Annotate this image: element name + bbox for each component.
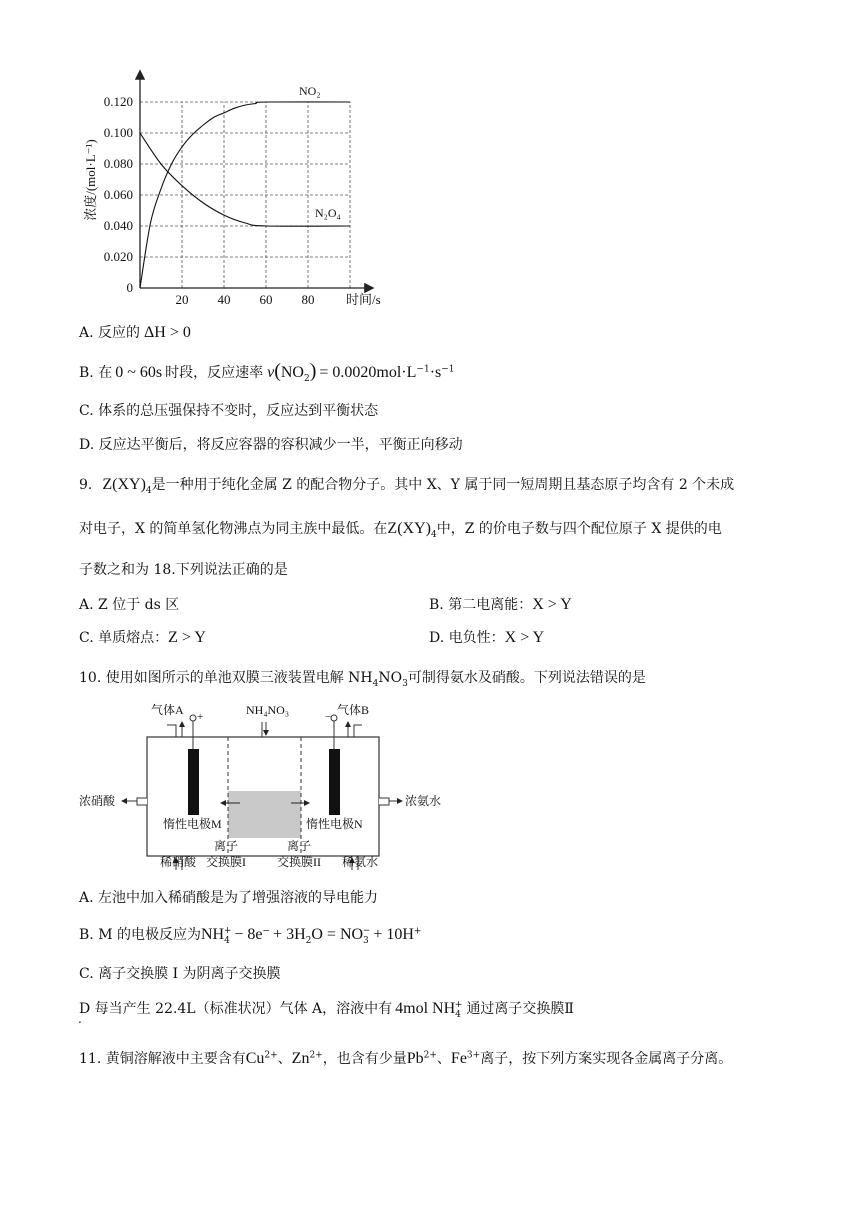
ion-fe: Fe	[450, 1050, 467, 1067]
formula-part: 4mol NH	[395, 1000, 456, 1017]
label-electrode-m: 惰性电极M	[163, 817, 222, 831]
superscript: −	[262, 926, 271, 937]
q8-option-b	[79, 360, 455, 384]
x-tick-label: 80	[301, 292, 315, 307]
option-d-text: D 每当产生 22.4L（标准状况）气体 A，溶液中有	[79, 1001, 393, 1017]
label-dilute-nh3: 稀氨水	[342, 855, 379, 869]
x-tick-label: 60	[259, 292, 273, 307]
q9-formula: Z(XY)	[387, 520, 431, 537]
label-membrane-1a: 离子	[214, 839, 239, 853]
subscript: 2	[303, 373, 310, 384]
chart-grid	[140, 102, 350, 288]
q11-text3: 离子，按下列方案实现各金属离子分离。	[480, 1051, 733, 1067]
ion-zn: Zn	[291, 1050, 310, 1067]
superscript: +	[223, 926, 232, 937]
option-b-text: B. 第二电离能：	[429, 597, 533, 613]
option-a-text: A. 反应的	[79, 325, 141, 341]
formula-part: − 8e	[234, 926, 263, 943]
concentration-time-chart	[0, 0, 400, 310]
rate-value: = 0.0020mol·L	[319, 364, 417, 381]
separator: 、	[436, 1051, 451, 1067]
subscript: 3	[402, 678, 408, 689]
option-b-text2: 时段，反应速率	[165, 365, 264, 381]
subscript: 4	[145, 485, 152, 496]
y-axis-label: 浓度/(mol·L⁻¹)	[83, 139, 98, 221]
q10-option-b	[79, 924, 421, 946]
superscript: −	[362, 926, 371, 937]
label-conc-hno3: 浓硝酸	[79, 794, 116, 808]
q9-line1-text: 是一种用于纯化金属 Z 的配合物分子。其中 X、Y 属于同一短周期且基态原子均含有 2 个未成	[151, 477, 735, 493]
option-d-text2: 通过离子交换膜Ⅱ	[466, 1001, 574, 1017]
ion-cu: Cu	[245, 1050, 265, 1067]
q10-option-a: A. 左池中加入稀硝酸是为了增强溶液的导电能力	[79, 890, 379, 906]
label-membrane-2b: 交换膜II	[277, 855, 321, 869]
label-plus: +	[197, 711, 204, 723]
q8-option-d: D. 反应达平衡后，将反应容器的容积减少一半，平衡正向移动	[79, 437, 463, 453]
superscript: −1	[416, 364, 430, 375]
superscript: +	[413, 926, 422, 937]
q8-option-a	[79, 322, 191, 342]
option-b-text: B. 在	[79, 365, 113, 381]
superscript: 2+	[309, 1050, 323, 1061]
formula-part: NH	[200, 926, 225, 943]
rate-symbol: v	[267, 364, 275, 381]
q9-option-a: A. Z 位于 ds 区	[79, 597, 180, 613]
subscript: 4	[372, 678, 379, 689]
no2-formula: NO	[280, 364, 304, 381]
formula-part: O = NO	[311, 926, 364, 943]
q9-option-d	[429, 627, 544, 647]
subscript: 3	[363, 935, 369, 946]
q10-stem-text2: 可制得氨水及硝酸。下列说法错误的是	[407, 670, 646, 686]
q10-option-d	[79, 998, 574, 1020]
rate-unit: ·s	[429, 364, 442, 381]
q9-line2-text: 对电子，X 的简单氢化物沸点为同主族中最低。在	[79, 521, 388, 537]
electrode-n	[329, 749, 340, 815]
x-axis-label: 时间/s	[346, 292, 381, 307]
stray-dot: .	[78, 1012, 82, 1026]
terminal-positive	[190, 715, 196, 721]
q11-stem	[79, 1048, 732, 1068]
subscript: 4	[430, 529, 437, 540]
q10-option-c: C. 离子交换膜 I 为阴离子交换膜	[79, 966, 281, 982]
q10-stem-formula: NO	[378, 670, 403, 686]
series-label-n2o4: N₂O₄	[315, 206, 341, 220]
q9-formula: Z(XY)	[102, 476, 146, 493]
option-b-range: 0 ~ 60s	[115, 364, 163, 381]
q8-option-c: C. 体系的总压强保持不变时，反应达到平衡状态	[79, 403, 379, 419]
x-tick-label: 20	[175, 292, 189, 307]
q11-text: 11. 黄铜溶解液中主要含有	[79, 1051, 246, 1067]
superscript: 2+	[264, 1050, 278, 1061]
paren-close: )	[309, 360, 317, 382]
label-nh4no3: NH₄NO₃	[246, 703, 290, 717]
label-membrane-1b: 交换膜I	[206, 855, 246, 869]
superscript: +	[454, 1000, 463, 1011]
subscript: 4	[224, 935, 230, 946]
label-membrane-2a: 离子	[287, 839, 312, 853]
subscript: 2	[305, 935, 312, 946]
y-tick-label: 0.040	[103, 218, 133, 233]
q9-stem-line1	[79, 474, 734, 496]
y-tick-label: 0.100	[103, 125, 133, 140]
question-number: 9.	[79, 477, 93, 493]
q10-stem	[79, 667, 646, 689]
option-b-formula: X > Y	[532, 596, 572, 613]
label-electrode-n: 惰性电极N	[306, 817, 363, 831]
label-gas-b: 气体B	[337, 703, 370, 717]
superscript: 2+	[423, 1050, 437, 1061]
x-tick-label: 40	[217, 292, 231, 307]
middle-solution	[228, 791, 301, 838]
electrolysis-cell-diagram	[0, 690, 860, 880]
q9-option-b	[429, 594, 572, 614]
y-tick-label: 0	[126, 280, 133, 295]
label-conc-nh3: 浓氨水	[405, 794, 442, 808]
formula-part: + 10H	[373, 926, 414, 943]
paren-open: (	[274, 360, 281, 382]
label-minus: −	[325, 711, 332, 723]
y-tick-label: 0.020	[103, 249, 133, 264]
superscript: −1	[441, 364, 455, 375]
subscript: 4	[455, 1009, 461, 1020]
label-dilute-hno3: 稀硝酸	[160, 855, 197, 869]
option-c-formula: Z > Y	[168, 629, 206, 646]
option-a-formula: ΔH > 0	[144, 324, 191, 341]
q9-stem-line3: 子数之和为 18.下列说法正确的是	[79, 562, 288, 578]
q9-line2-text2: 中，Z 的价电子数与四个配位原子 X 提供的电	[436, 521, 722, 537]
separator: 、	[277, 1051, 292, 1067]
y-tick-label: 0.120	[103, 94, 133, 109]
series-label-no2: NO₂	[299, 84, 321, 98]
q9-stem-line2	[79, 518, 722, 540]
option-b-text: B. M 的电极反应为	[79, 927, 201, 943]
ion-pb: Pb	[406, 1050, 424, 1067]
superscript: 3+	[466, 1050, 481, 1061]
option-c-text: C. 单质熔点：	[79, 630, 169, 646]
q9-option-c	[79, 627, 206, 647]
q11-text2: ，也含有少量	[322, 1051, 407, 1067]
q10-stem-text: 10. 使用如图所示的单池双膜三液装置电解 NH	[79, 670, 373, 686]
option-d-text: D. 电负性：	[429, 630, 505, 646]
label-gas-a: 气体A	[151, 703, 184, 717]
electrode-m	[188, 749, 199, 815]
y-tick-label: 0.060	[103, 187, 133, 202]
y-tick-label: 0.080	[103, 156, 133, 171]
formula-part: + 3H	[273, 926, 306, 943]
option-d-formula: X > Y	[504, 629, 545, 646]
